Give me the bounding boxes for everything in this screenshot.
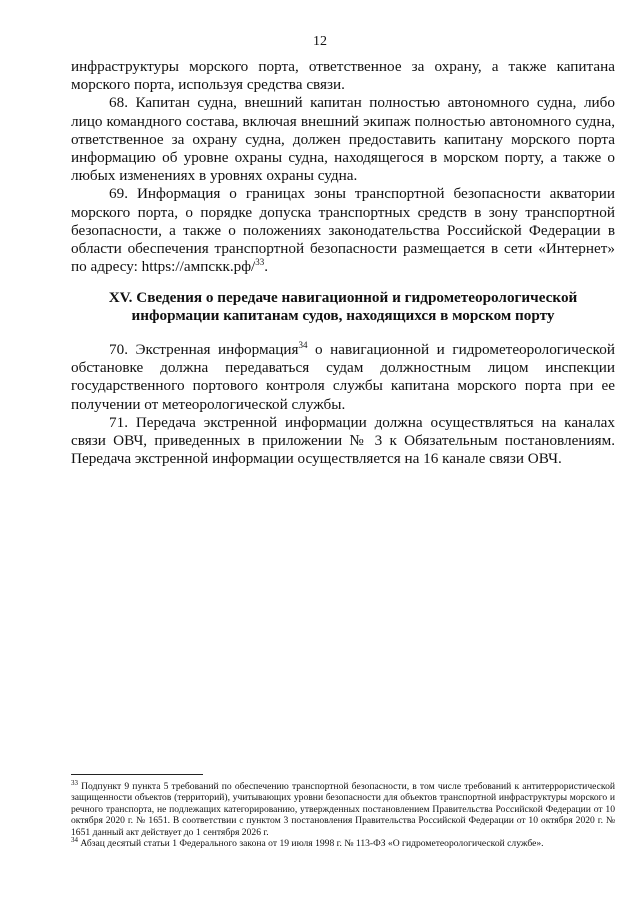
footnote-34-text: Абзац десятый статьи 1 Федерального закона от 19 июля 1998 г. № 113-ФЗ «О гидрометеорологической службе». bbox=[78, 838, 544, 850]
paragraph-70-lead: 70. Экстренная информация bbox=[109, 341, 299, 358]
body-text-top bbox=[71, 58, 615, 276]
paragraph-continuation: инфраструктуры морского порта, ответственное за охрану, а также капитана морского порта, используя средства связи. bbox=[71, 58, 615, 94]
paragraph-69-text: 69. Информация о границах зоны транспортной безопасности акватории морского порта, о порядке допуска транспортных средств в зону транспортной безопасности, а также о положениях законодательства Российской Федерации в области обеспечения транспортной безопасности размещается в сети «Интернет» по адресу: https://ампскк.рф/ bbox=[71, 185, 615, 276]
page-number: 12 bbox=[313, 34, 327, 49]
footnote-34 bbox=[71, 835, 615, 850]
footnote-33-text: Подпункт 9 пункта 5 требований по обеспечению транспортной безопасности, в том числе требований к антитеррористической защищенности объектов (территорий), учитывающих уровни безопасности для объектов транспортной инфраструктуры морского и речного транспорта, не подлежащих категорированию, утвержденных постановлением Правительства Российской Федерации от 10 октября 2020 г. № 1651. В соответствии с пунктом 3 постановления Правительства Российской Федерации от 10 октября 2020 г. № 1651 данный акт действует до 1 сентября 2026 г. bbox=[71, 781, 615, 838]
section-body bbox=[71, 341, 615, 468]
section-title: XV. Сведения о передаче навигационной и гидрометеорологической информации капитанам судов, находящихся в морском порту bbox=[108, 289, 578, 325]
footnote-mark-34: 34 bbox=[71, 835, 78, 844]
paragraph-68: 68. Капитан судна, внешний капитан полностью автономного судна, либо лицо командного состава, включая внешний экипаж полностью автономного судна, ответственное за охрану судна, должен предоставить капитану морского порта информацию об уровне охраны судна, находящегося в морском порту, а также о любых изменениях в уровнях охраны судна. bbox=[71, 94, 615, 185]
paragraph-69-tail: . bbox=[264, 258, 269, 276]
footnote-divider bbox=[71, 774, 203, 775]
paragraph-69 bbox=[71, 185, 615, 276]
paragraph-70 bbox=[71, 341, 615, 414]
paragraph-71: 71. Передача экстренной информации должна осуществляться на каналах связи ОВЧ, приведенных в приложении № 3 к Обязательным постановлениям. Передача экстренной информации осуществляется на 16 канале связи ОВЧ. bbox=[71, 413, 615, 468]
paragraph-70-text: о навигационной и гидрометеорологической обстановке должна передаваться судам должностным лицом инспекции государственного портового контроля службы капитана морского порта при ее получении от метеорологической службы. bbox=[71, 341, 615, 413]
footnote-33 bbox=[71, 778, 615, 838]
footnotes bbox=[71, 778, 615, 850]
footnote-ref-34[interactable]: 34 bbox=[298, 339, 308, 350]
footnote-mark-33: 33 bbox=[71, 778, 78, 787]
footnote-ref-33[interactable]: 33 bbox=[255, 257, 265, 268]
